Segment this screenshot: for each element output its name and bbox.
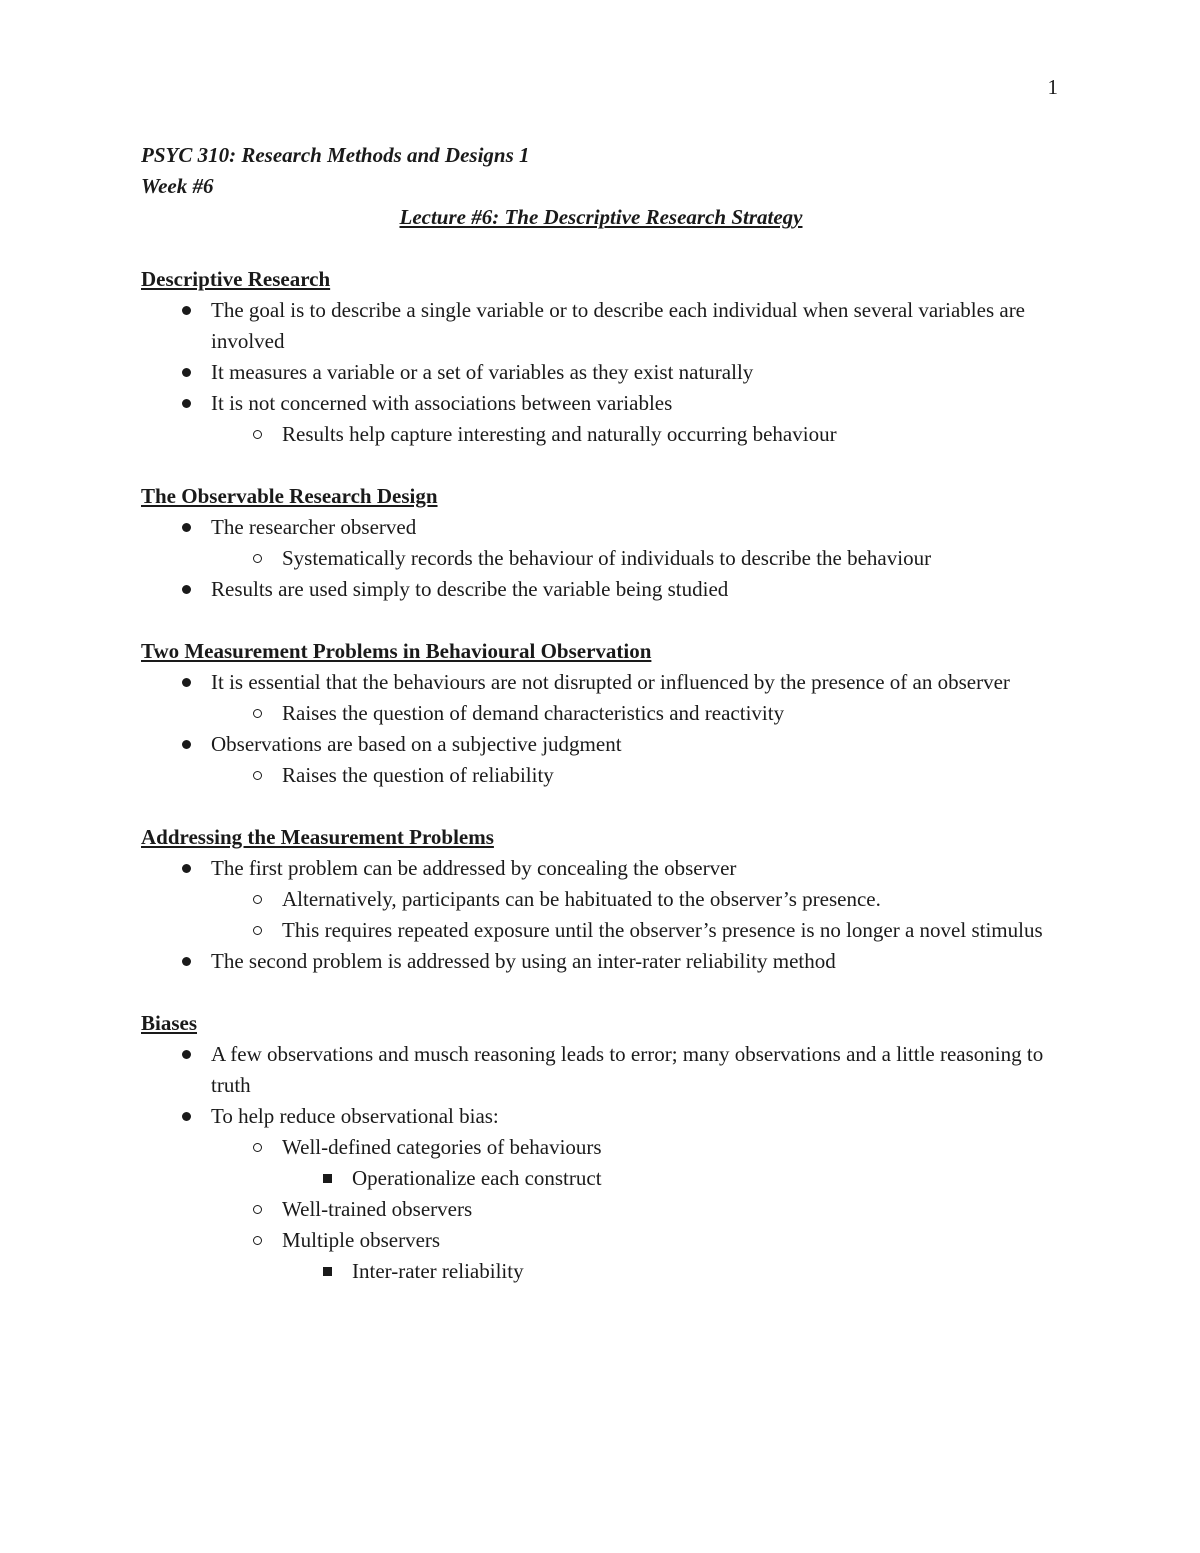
list-item	[141, 388, 1061, 419]
filled-bullet-icon	[176, 574, 196, 605]
list-item	[141, 1194, 1061, 1225]
bullet-mark	[253, 771, 262, 780]
list-item	[141, 760, 1061, 791]
hollow-bullet-icon	[247, 915, 267, 946]
list-item-text: Alternatively, participants can be habituated to the observer’s presence.	[282, 887, 881, 911]
hollow-bullet-icon	[247, 760, 267, 791]
bullet-mark	[253, 1143, 262, 1152]
section-heading: Descriptive Research	[141, 267, 331, 291]
list-item	[141, 512, 1061, 543]
section-heading: Addressing the Measurement Problems	[141, 825, 494, 849]
spacer	[141, 450, 1061, 481]
bullet-mark	[323, 1267, 332, 1276]
list-item	[141, 295, 1061, 357]
course-title: PSYC 310: Research Methods and Designs 1	[141, 143, 530, 167]
filled-bullet-icon	[176, 853, 196, 884]
document-content	[141, 140, 1061, 1287]
list-item	[141, 1101, 1061, 1132]
week-label: Week #6	[141, 174, 214, 198]
list-item	[141, 729, 1061, 760]
list-item	[141, 946, 1061, 977]
list-item-text: The researcher observed	[211, 515, 417, 539]
list-item-text: The second problem is addressed by using an inter-rater reliability method	[211, 949, 836, 973]
list-item-text: Results are used simply to describe the variable being studied	[211, 577, 729, 601]
spacer	[141, 977, 1061, 1008]
list-item	[141, 419, 1061, 450]
list-item-text: Multiple observers	[282, 1228, 441, 1252]
list-item-text: Results help capture interesting and naturally occurring behaviour	[282, 422, 837, 446]
list-item	[141, 667, 1061, 698]
lecture-title: Lecture #6: The Descriptive Research Strategy	[399, 205, 803, 229]
filled-bullet-icon	[176, 1101, 196, 1132]
section-heading: Two Measurement Problems in Behavioural Observation	[141, 639, 652, 663]
square-bullet-icon	[317, 1163, 337, 1194]
bullet-list	[141, 295, 1061, 450]
list-item	[141, 1163, 1061, 1194]
bullet-mark	[182, 957, 191, 966]
list-item-text: Observations are based on a subjective judgment	[211, 732, 622, 756]
list-item	[141, 1039, 1061, 1101]
list-item-text: Well-trained observers	[282, 1197, 473, 1221]
bullet-mark	[182, 585, 191, 594]
bullet-mark	[253, 895, 262, 904]
list-item-text: Operationalize each construct	[352, 1166, 602, 1190]
list-item-text: Well-defined categories of behaviours	[282, 1135, 602, 1159]
filled-bullet-icon	[176, 1039, 196, 1070]
list-item	[141, 1132, 1061, 1163]
hollow-bullet-icon	[247, 884, 267, 915]
list-item	[141, 543, 1061, 574]
bullet-mark	[182, 306, 191, 315]
list-item-text: Raises the question of reliability	[282, 763, 554, 787]
list-item-text: A few observations and musch reasoning leads to error; many observations and a little reasoning to truth	[211, 1042, 1044, 1097]
bullet-mark	[182, 1112, 191, 1121]
bullet-mark	[182, 740, 191, 749]
bullet-mark	[253, 1236, 262, 1245]
list-item-text: It is not concerned with associations between variables	[211, 391, 673, 415]
filled-bullet-icon	[176, 295, 196, 326]
bullet-list	[141, 853, 1061, 977]
bullet-mark	[182, 678, 191, 687]
list-item	[141, 1256, 1061, 1287]
section-heading: The Observable Research Design	[141, 484, 438, 508]
list-item-text: Inter-rater reliability	[352, 1259, 524, 1283]
list-item	[141, 884, 1061, 915]
page-number: 1	[1047, 75, 1058, 99]
hollow-bullet-icon	[247, 543, 267, 574]
list-item	[141, 574, 1061, 605]
section-heading: Biases	[141, 1011, 198, 1035]
list-item-text: It is essential that the behaviours are not disrupted or influenced by the presence of an observer	[211, 670, 1010, 694]
list-item-text: This requires repeated exposure until the observer’s presence is no longer a novel stimulus	[282, 918, 1043, 942]
list-item	[141, 853, 1061, 884]
list-item-text: The goal is to describe a single variable or to describe each individual when several variables are involved	[211, 298, 1026, 353]
bullet-mark	[182, 523, 191, 532]
filled-bullet-icon	[176, 667, 196, 698]
filled-bullet-icon	[176, 946, 196, 977]
bullet-mark	[182, 1050, 191, 1059]
list-item-text: To help reduce observational bias:	[211, 1104, 499, 1128]
list-item	[141, 357, 1061, 388]
bullet-mark	[323, 1174, 332, 1183]
spacer	[141, 605, 1061, 636]
list-item-text: Raises the question of demand characteristics and reactivity	[282, 701, 785, 725]
bullet-mark	[182, 864, 191, 873]
hollow-bullet-icon	[247, 1225, 267, 1256]
filled-bullet-icon	[176, 512, 196, 543]
list-item-text: The first problem can be addressed by concealing the observer	[211, 856, 737, 880]
bullet-mark	[182, 399, 191, 408]
sections-container	[141, 264, 1061, 1287]
bullet-mark	[253, 430, 262, 439]
bullet-mark	[253, 926, 262, 935]
filled-bullet-icon	[176, 388, 196, 419]
bullet-mark	[253, 1205, 262, 1214]
bullet-mark	[253, 554, 262, 563]
bullet-list	[141, 1039, 1061, 1287]
filled-bullet-icon	[176, 357, 196, 388]
list-item	[141, 1225, 1061, 1256]
hollow-bullet-icon	[247, 419, 267, 450]
list-item-text: It measures a variable or a set of variables as they exist naturally	[211, 360, 754, 384]
bullet-mark	[182, 368, 191, 377]
list-item	[141, 698, 1061, 729]
filled-bullet-icon	[176, 729, 196, 760]
list-item	[141, 915, 1061, 946]
bullet-list	[141, 667, 1061, 791]
bullet-mark	[253, 709, 262, 718]
hollow-bullet-icon	[247, 698, 267, 729]
bullet-list	[141, 512, 1061, 605]
hollow-bullet-icon	[247, 1194, 267, 1225]
spacer	[141, 791, 1061, 822]
list-item-text: Systematically records the behaviour of individuals to describe the behaviour	[282, 546, 932, 570]
spacer	[141, 233, 1061, 264]
square-bullet-icon	[317, 1256, 337, 1287]
hollow-bullet-icon	[247, 1132, 267, 1163]
